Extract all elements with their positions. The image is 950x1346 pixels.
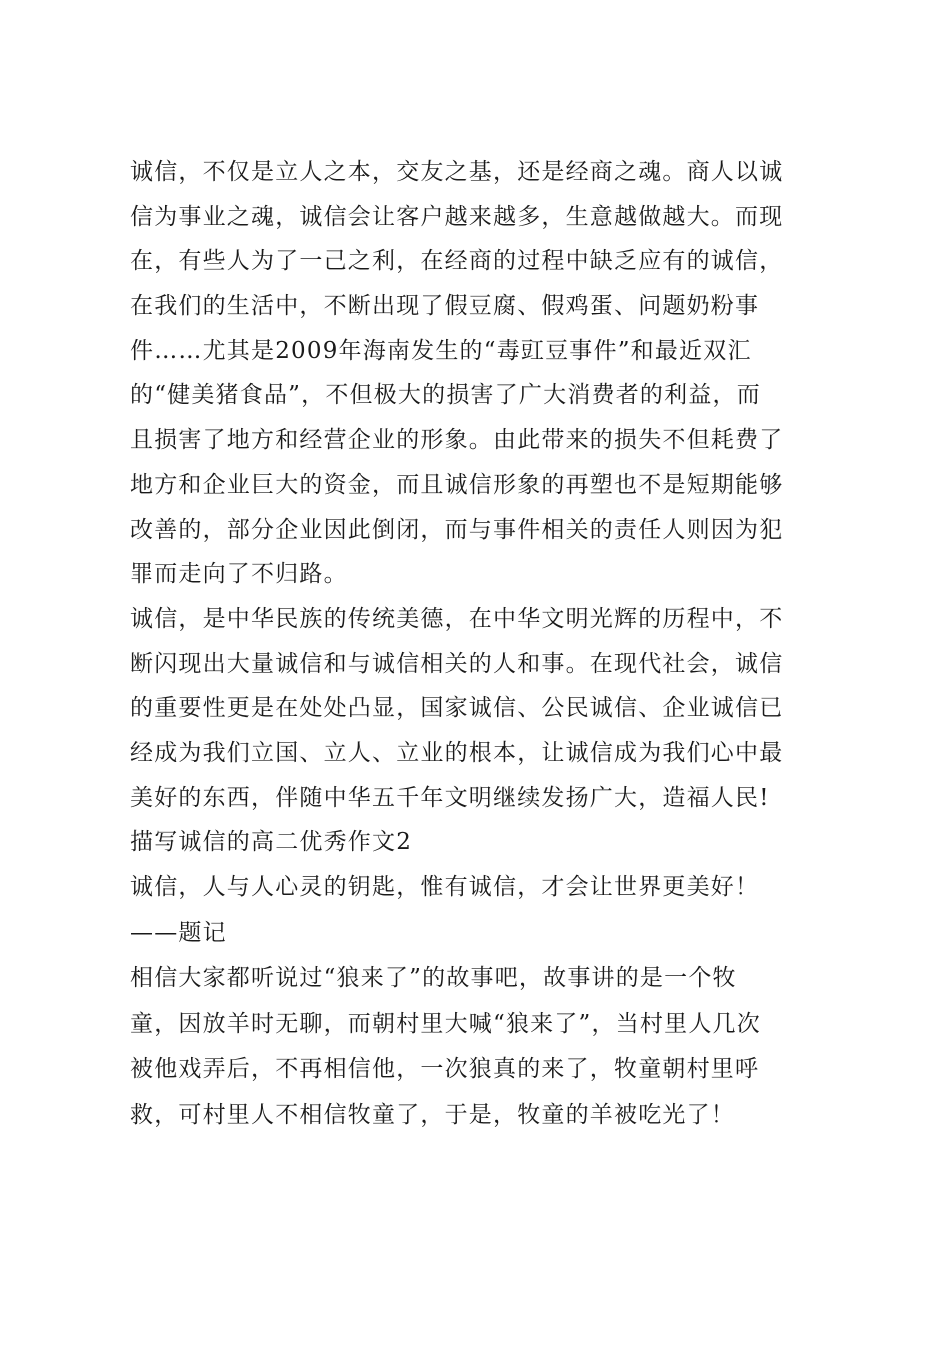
- text-line: 美好的东西，伴随中华五千年文明继续发扬广大，造福人民!: [130, 784, 770, 811]
- text-line: 罪而走向了不归路。: [130, 561, 348, 588]
- text-line: 改善的，部分企业因此倒闭，而与事件相关的责任人则因为犯: [130, 516, 784, 543]
- text-line: 救，可村里人不相信牧童了，于是，牧童的羊被吃光了！: [130, 1101, 735, 1128]
- text-line: 在，有些人为了一己之利，在经商的过程中缺乏应有的诚信，: [130, 248, 784, 275]
- text-line: 相信大家都听说过“狼来了”的故事吧，故事讲的是一个牧: [130, 965, 737, 992]
- paragraph-wolf-story: [130, 956, 830, 1138]
- text-line: 的重要性更是在处处凸显，国家诚信、公民诚信、企业诚信已: [130, 695, 784, 722]
- text-line: 断闪现出大量诚信和与诚信相关的人和事。在现代社会，诚信: [130, 650, 784, 677]
- text-line: 诚信，不仅是立人之本，交友之基，还是经商之魂。商人以诚: [130, 159, 784, 185]
- text-line: 经成为我们立国、立人、立业的根本，让诚信成为我们心中最: [130, 739, 784, 766]
- section-title: 描写诚信的高二优秀作文2: [130, 829, 413, 856]
- text-line: 被他戏弄后，不再相信他，一次狼真的来了，牧童朝村里呼: [130, 1056, 760, 1083]
- text-line: 地方和企业巨大的资金，而且诚信形象的再塑也不是短期能够: [130, 471, 784, 498]
- paragraph-integrity-virtue: [130, 597, 830, 820]
- text-line: 在我们的生活中，不断出现了假豆腐、假鸡蛋、问题奶粉事: [130, 293, 760, 320]
- paragraph-integrity-business: [130, 150, 830, 597]
- text-line: 童，因放羊时无聊，而朝村里大喊“狼来了”，当村里人几次: [130, 1010, 761, 1037]
- text-line: 件……尤其是2009年海南发生的“毒豇豆事件”和最近双汇: [130, 337, 752, 364]
- epigraph-source: ——题记: [130, 919, 227, 946]
- text-line: 且损害了地方和经营企业的形象。由此带来的损失不但耗费了: [130, 427, 784, 454]
- epigraph-block: [130, 865, 830, 956]
- document-body: [130, 150, 830, 1138]
- epigraph-text: 诚信，人与人心灵的钥匙，惟有诚信，才会让世界更美好！: [130, 874, 760, 901]
- text-line: 信为事业之魂，诚信会让客户越来越多，生意越做越大。而现: [130, 203, 784, 230]
- text-line: 诚信，是中华民族的传统美德，在中华文明光辉的历程中，不: [130, 605, 784, 632]
- text-line: 的“健美猪食品”，不但极大的损害了广大消费者的利益，而: [130, 382, 761, 409]
